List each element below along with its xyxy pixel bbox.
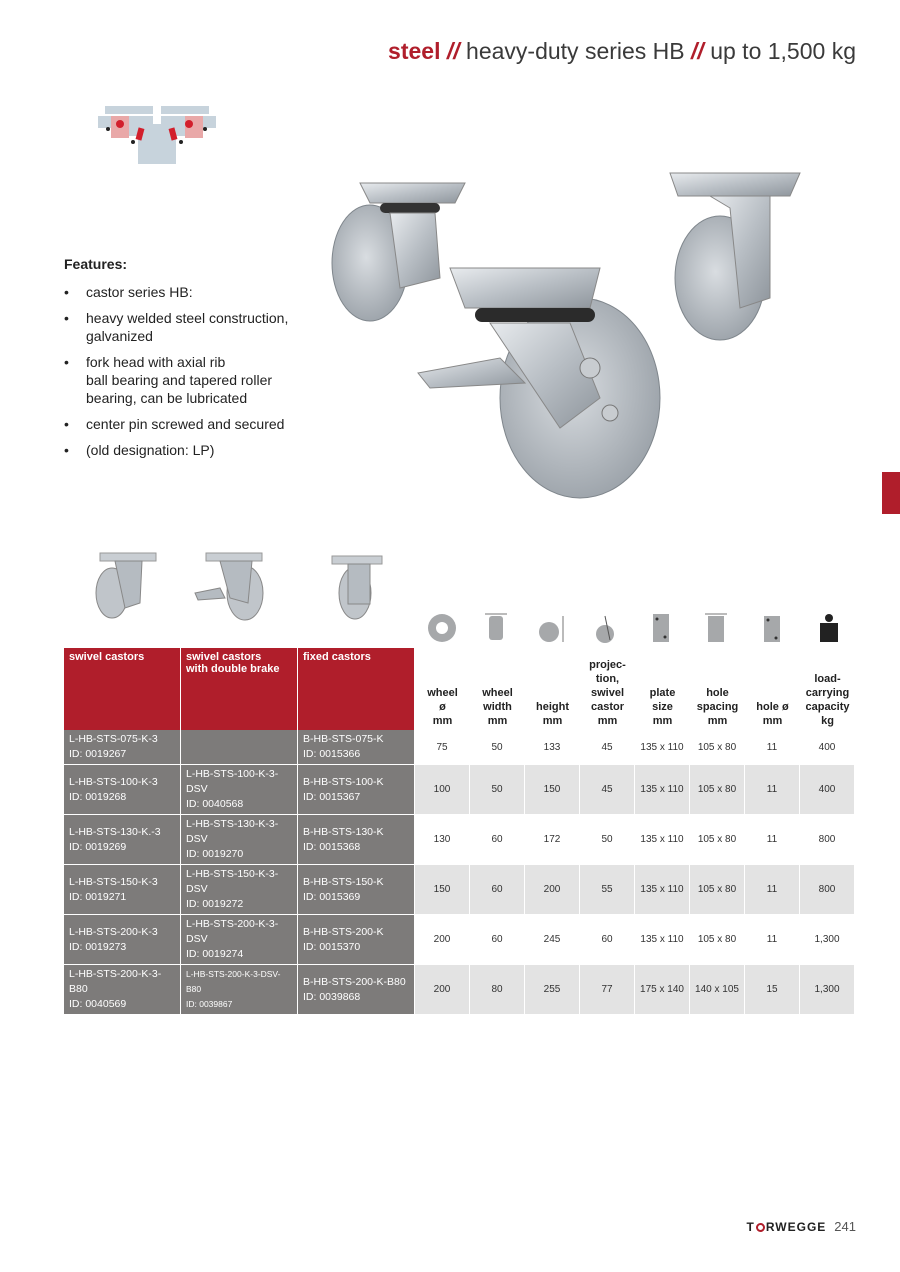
cell-projection: 45 bbox=[580, 730, 635, 765]
brand-o-icon bbox=[756, 1223, 765, 1232]
spec-table bbox=[64, 648, 855, 1015]
col-wheel-width: wheel width mm bbox=[470, 648, 525, 730]
cell-projection: 55 bbox=[580, 865, 635, 915]
cell-hole-spacing: 105 x 80 bbox=[690, 730, 745, 765]
cell-hole-spacing: 105 x 80 bbox=[690, 915, 745, 965]
cell-load: 1,300 bbox=[800, 915, 855, 965]
cell-swivel: L-HB-STS-100-K-3 ID: 0019268 bbox=[64, 765, 181, 815]
cell-brake: L-HB-STS-150-K-3-DSV ID: 0019272 bbox=[181, 865, 298, 915]
col-plate-size: plate size mm bbox=[635, 648, 690, 730]
thumb-fixed bbox=[332, 556, 382, 619]
cell-load: 1,300 bbox=[800, 965, 855, 1015]
cell-swivel: L-HB-STS-200-K-3-B80 ID: 0040569 bbox=[64, 965, 181, 1015]
col-hole-diameter: hole ø mm bbox=[745, 648, 800, 730]
cell-wheel-diameter: 75 bbox=[415, 730, 470, 765]
feature-item: • center pin screwed and secured bbox=[64, 415, 304, 433]
cell-wheel-diameter: 150 bbox=[415, 865, 470, 915]
cell-brake: L-HB-STS-200-K-3-DSV ID: 0019274 bbox=[181, 915, 298, 965]
col-wheel-diameter: wheel ø mm bbox=[415, 648, 470, 730]
cell-brake: L-HB-STS-200-K-3-DSV-B80 ID: 0039867 bbox=[181, 965, 298, 1015]
cell-brake bbox=[181, 730, 298, 765]
table-row bbox=[64, 865, 855, 915]
features-block bbox=[64, 255, 304, 467]
col-load: load- carrying capacity kg bbox=[800, 648, 855, 730]
col-swivel: swivel castors bbox=[64, 648, 181, 730]
feature-item: • (old designation: LP) bbox=[64, 441, 304, 459]
hole-spacing-icon bbox=[705, 614, 727, 642]
cell-fixed: B-HB-STS-100-K ID: 0015367 bbox=[298, 765, 415, 815]
projection-icon bbox=[596, 616, 614, 643]
cell-projection: 50 bbox=[580, 815, 635, 865]
cell-wheel-diameter: 200 bbox=[415, 915, 470, 965]
chapter-tab bbox=[882, 472, 900, 514]
cell-wheel-diameter: 100 bbox=[415, 765, 470, 815]
cell-fixed: B-HB-STS-075-K ID: 0015366 bbox=[298, 730, 415, 765]
cell-plate-size: 135 x 110 bbox=[635, 815, 690, 865]
cell-hole-diameter: 15 bbox=[745, 965, 800, 1015]
header-capacity: up to 1,500 kg bbox=[710, 38, 856, 64]
cell-fixed: B-HB-STS-200-K-B80 ID: 0039868 bbox=[298, 965, 415, 1015]
column-icons bbox=[415, 610, 857, 646]
feature-item: • castor series HB: bbox=[64, 283, 304, 301]
page-footer bbox=[747, 1219, 857, 1234]
wheel-width-icon bbox=[485, 614, 507, 640]
brand-logo: T RWEGGE bbox=[746, 1219, 827, 1234]
page-number: 241 bbox=[834, 1219, 856, 1234]
page-header bbox=[388, 38, 856, 65]
table-row bbox=[64, 730, 855, 765]
cell-wheel-width: 50 bbox=[470, 730, 525, 765]
castors-product-photo bbox=[300, 168, 820, 508]
cell-swivel: L-HB-STS-200-K-3 ID: 0019273 bbox=[64, 915, 181, 965]
cell-brake: L-HB-STS-130-K-3-DSV ID: 0019270 bbox=[181, 815, 298, 865]
cell-load: 400 bbox=[800, 765, 855, 815]
cell-brake: L-HB-STS-100-K-3-DSV ID: 0040568 bbox=[181, 765, 298, 815]
cell-hole-spacing: 105 x 80 bbox=[690, 865, 745, 915]
cell-hole-diameter: 11 bbox=[745, 915, 800, 965]
col-fixed: fixed castors bbox=[298, 648, 415, 730]
cell-plate-size: 135 x 110 bbox=[635, 765, 690, 815]
table-row bbox=[64, 815, 855, 865]
cell-load: 800 bbox=[800, 815, 855, 865]
cell-plate-size: 135 x 110 bbox=[635, 730, 690, 765]
cell-swivel: L-HB-STS-075-K-3 ID: 0019267 bbox=[64, 730, 181, 765]
hole-diameter-icon bbox=[764, 616, 780, 642]
plate-size-icon bbox=[653, 614, 669, 642]
col-brake: swivel castors with double brake bbox=[181, 648, 298, 730]
cell-projection: 45 bbox=[580, 765, 635, 815]
header-series: heavy-duty series HB bbox=[466, 38, 685, 64]
cell-plate-size: 135 x 110 bbox=[635, 865, 690, 915]
header-separator: // bbox=[691, 38, 704, 64]
cell-swivel: L-HB-STS-150-K-3 ID: 0019271 bbox=[64, 865, 181, 915]
cell-height: 150 bbox=[525, 765, 580, 815]
features-list bbox=[64, 283, 304, 459]
cell-wheel-diameter: 130 bbox=[415, 815, 470, 865]
cell-hole-diameter: 11 bbox=[745, 815, 800, 865]
col-hole-spacing: hole spacing mm bbox=[690, 648, 745, 730]
table-row bbox=[64, 965, 855, 1015]
table-row bbox=[64, 765, 855, 815]
cell-wheel-width: 60 bbox=[470, 815, 525, 865]
header-material: steel bbox=[388, 38, 441, 64]
cell-height: 200 bbox=[525, 865, 580, 915]
cell-fixed: B-HB-STS-130-K ID: 0015368 bbox=[298, 815, 415, 865]
cell-hole-spacing: 105 x 80 bbox=[690, 815, 745, 865]
cell-projection: 77 bbox=[580, 965, 635, 1015]
cell-load: 800 bbox=[800, 865, 855, 915]
cell-wheel-diameter: 200 bbox=[415, 965, 470, 1015]
cell-hole-diameter: 11 bbox=[745, 730, 800, 765]
cell-hole-diameter: 11 bbox=[745, 765, 800, 815]
bearing-schematic bbox=[93, 104, 221, 168]
cell-wheel-width: 60 bbox=[470, 915, 525, 965]
cell-load: 400 bbox=[800, 730, 855, 765]
cell-plate-size: 135 x 110 bbox=[635, 915, 690, 965]
features-title: Features: bbox=[64, 256, 128, 272]
table-header-row bbox=[64, 648, 855, 730]
feature-item: • heavy welded steel construction, galvanized bbox=[64, 309, 304, 345]
table-row bbox=[64, 915, 855, 965]
wheel-diameter-icon bbox=[428, 614, 456, 642]
cell-wheel-width: 50 bbox=[470, 765, 525, 815]
header-separator: // bbox=[446, 38, 460, 64]
cell-fixed: B-HB-STS-150-K ID: 0015369 bbox=[298, 865, 415, 915]
cell-wheel-width: 60 bbox=[470, 865, 525, 915]
castor-thumbnails bbox=[70, 548, 400, 628]
feature-item: • fork head with axial rib ball bearing and tapered roller bearing, can be lubricated bbox=[64, 353, 304, 407]
cell-wheel-width: 80 bbox=[470, 965, 525, 1015]
thumb-swivel bbox=[96, 553, 156, 618]
cell-height: 133 bbox=[525, 730, 580, 765]
cell-height: 255 bbox=[525, 965, 580, 1015]
thumb-swivel-brake bbox=[195, 553, 263, 620]
cell-hole-spacing: 105 x 80 bbox=[690, 765, 745, 815]
cell-projection: 60 bbox=[580, 915, 635, 965]
height-icon bbox=[539, 616, 563, 642]
col-projection: projec- tion, swivel castor mm bbox=[580, 648, 635, 730]
cell-swivel: L-HB-STS-130-K.-3 ID: 0019269 bbox=[64, 815, 181, 865]
cell-height: 245 bbox=[525, 915, 580, 965]
cell-hole-diameter: 11 bbox=[745, 865, 800, 915]
cell-height: 172 bbox=[525, 815, 580, 865]
col-height: height mm bbox=[525, 648, 580, 730]
cell-fixed: B-HB-STS-200-K ID: 0015370 bbox=[298, 915, 415, 965]
cell-plate-size: 175 x 140 bbox=[635, 965, 690, 1015]
cell-hole-spacing: 140 x 105 bbox=[690, 965, 745, 1015]
load-weight-icon bbox=[820, 614, 838, 642]
